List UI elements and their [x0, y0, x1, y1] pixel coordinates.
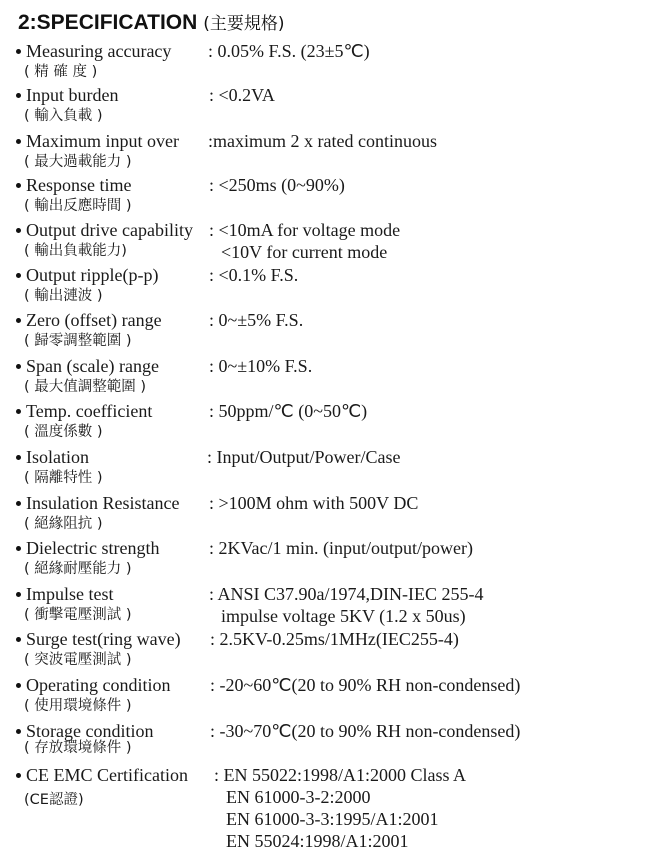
spec-label: Temp. coefficient — [26, 401, 153, 421]
spec-value-line: impulse voltage 5KV (1.2 x 50us) — [221, 606, 466, 626]
spec-value — [209, 84, 275, 106]
bullet-icon — [16, 318, 21, 323]
spec-label-chinese: ( 最大值調整範圍 ) — [24, 379, 147, 395]
spec-value-line: : <10mA for voltage mode — [209, 220, 401, 240]
spec-label: Maximum input over — [26, 131, 179, 151]
bullet-icon — [16, 228, 21, 233]
title-main: 2:SPECIFICATION — [18, 11, 198, 34]
spec-label: Isolation — [26, 447, 89, 467]
spec-label: Insulation Resistance — [26, 493, 180, 513]
spec-label: Dielectric strength — [26, 538, 160, 558]
bullet-icon — [16, 139, 21, 144]
spec-value-line: <10V for current mode — [221, 242, 388, 262]
bullet-icon — [16, 455, 21, 460]
spec-value-line: : 0.05% F.S. (23±5℃) — [208, 41, 370, 61]
spec-label: Span (scale) range — [26, 356, 159, 376]
spec-label: Output ripple(p-p) — [26, 265, 159, 285]
spec-value-line: : >100M ohm with 500V DC — [209, 493, 419, 513]
spec-label-chinese: ( 突波電壓測試 ) — [24, 652, 132, 668]
spec-value — [210, 720, 520, 742]
bullet-icon — [16, 773, 21, 778]
spec-value-line: : EN 55022:1998/A1:2000 Class A — [214, 765, 467, 785]
spec-value-line: EN 55024:1998/A1:2001 — [226, 831, 409, 851]
bullet-icon — [16, 409, 21, 414]
spec-value-line: : 0~±5% F.S. — [209, 310, 304, 330]
title-chinese: (主要規格) — [203, 14, 285, 34]
spec-label-chinese: ( 輸入負載 ) — [24, 108, 103, 124]
spec-value-line: : Input/Output/Power/Case — [207, 447, 401, 467]
bullet-icon — [16, 273, 21, 278]
spec-value — [209, 492, 418, 514]
spec-value-line: : <0.2VA — [209, 85, 275, 105]
spec-label: Measuring accuracy — [26, 41, 172, 61]
spec-label-chinese: ( 絕緣耐壓能力 ) — [24, 561, 132, 577]
spec-value — [209, 583, 483, 627]
spec-value — [208, 40, 370, 62]
spec-value — [209, 219, 400, 263]
spec-value-line: : 50ppm/℃ (0~50℃) — [209, 401, 368, 421]
spec-label-chinese: ( 最大過載能力 ) — [24, 154, 132, 170]
spec-label: CE EMC Certification — [26, 765, 188, 785]
spec-label: Operating condition — [26, 675, 171, 695]
spec-value-line: : 2KVac/1 min. (input/output/power) — [209, 538, 473, 558]
spec-label: Surge test(ring wave) — [26, 629, 181, 649]
spec-value-line: : ANSI C37.90a/1974,DIN-IEC 255-4 — [209, 584, 484, 604]
spec-value-line: EN 61000-3-3:1995/A1:2001 — [226, 809, 439, 829]
spec-label-chinese: ( 使用環境條件 ) — [24, 698, 132, 714]
spec-value-line: :maximum 2 x rated continuous — [208, 131, 437, 151]
spec-value — [209, 400, 367, 422]
spec-value-line: : <250ms (0~90%) — [209, 175, 345, 195]
spec-value — [210, 674, 520, 696]
spec-value-line: : 2.5KV-0.25ms/1MHz(IEC255-4) — [210, 629, 459, 649]
spec-value-line: : -20~60℃(20 to 90% RH non-condensed) — [210, 675, 521, 695]
spec-label: Output drive capability — [26, 220, 193, 240]
bullet-icon — [16, 683, 21, 688]
spec-value — [209, 264, 298, 286]
spec-label-chinese: ( 絕緣阻抗 ) — [24, 516, 103, 532]
spec-value — [214, 764, 466, 852]
spec-label-chinese: ( 存放環境條件 ) — [24, 740, 132, 756]
spec-label: Impulse test — [26, 584, 114, 604]
spec-label-chinese: ( 隔離特性 ) — [24, 470, 103, 486]
spec-label: Response time — [26, 175, 132, 195]
spec-value — [210, 628, 459, 650]
spec-value — [209, 537, 473, 559]
spec-label: Zero (offset) range — [26, 310, 162, 330]
spec-label-chinese: (CE認證) — [24, 792, 84, 808]
spec-label-chinese: ( 衝擊電壓測試 ) — [24, 607, 132, 623]
bullet-icon — [16, 546, 21, 551]
bullet-icon — [16, 729, 21, 734]
bullet-icon — [16, 93, 21, 98]
spec-value-line: EN 61000-3-2:2000 — [226, 787, 371, 807]
spec-value-line: : 0~±10% F.S. — [209, 356, 313, 376]
page-title — [18, 9, 285, 35]
spec-value-line: : <0.1% F.S. — [209, 265, 299, 285]
bullet-icon — [16, 49, 21, 54]
bullet-icon — [16, 183, 21, 188]
spec-label-chinese: ( 溫度係數 ) — [24, 424, 103, 440]
bullet-icon — [16, 637, 21, 642]
spec-value — [209, 355, 312, 377]
bullet-icon — [16, 592, 21, 597]
spec-label-chinese: ( 歸零調整範圍 ) — [24, 333, 132, 349]
spec-label-chinese: ( 輸出負載能力) — [24, 243, 127, 259]
spec-label-chinese: ( 輸出漣波 ) — [24, 288, 103, 304]
spec-label-chinese: ( 輸出反應時間 ) — [24, 198, 132, 214]
spec-label: Storage condition — [26, 721, 154, 741]
spec-value — [209, 174, 345, 196]
spec-value-line: : -30~70℃(20 to 90% RH non-condensed) — [210, 721, 521, 741]
spec-label-chinese: ( 精 確 度 ) — [24, 64, 98, 80]
spec-value — [209, 309, 303, 331]
spec-value — [208, 130, 437, 152]
spec-label: Input burden — [26, 85, 119, 105]
bullet-icon — [16, 364, 21, 369]
spec-value — [207, 446, 400, 468]
bullet-icon — [16, 501, 21, 506]
